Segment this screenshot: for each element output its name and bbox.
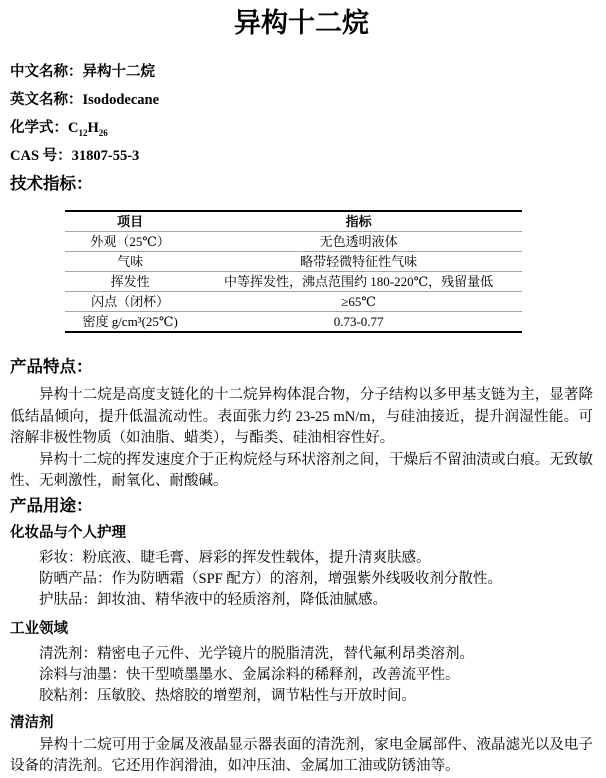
specs-table xyxy=(65,210,522,333)
field-label: CAS 号： xyxy=(10,148,72,164)
field-label: 化学式： xyxy=(10,120,68,136)
table-cell-spec: 中等挥发性，沸点范围约 180-220℃，残留量低 xyxy=(195,272,522,292)
table-cell-item: 外观（25℃） xyxy=(65,232,195,252)
field-value: 31807-55-3 xyxy=(71,148,140,164)
formula-subscript: 12 xyxy=(78,127,88,138)
field-list xyxy=(10,58,593,170)
table-cell-item: 密度 g/cm³(25℃) xyxy=(65,312,195,333)
features-paragraph: 异构十二烷是高度支链化的十二烷异构体混合物，分子结构以多甲基支链为主，显著降低结晶倾向，提升低温流动性。表面张力约 23-25 mN/m，与硅油接近，提升润湿性能。可溶解非极性物质（如油脂、蜡类），与酯类、硅油相容性好。 xyxy=(10,387,593,446)
table-row-odor xyxy=(65,252,522,272)
field-label: 中文名称： xyxy=(10,64,83,80)
table-cell-spec: 略带轻微特征性气味 xyxy=(195,252,522,272)
field-value: Isododecane xyxy=(82,92,160,108)
page-title: 异构十二烷 xyxy=(234,8,369,38)
table-header-spec: 指标 xyxy=(345,213,372,229)
table-cell-spec: 无色透明液体 xyxy=(195,232,522,252)
table-cell-item: 气味 xyxy=(65,252,195,272)
use-item-sunscreen: 防晒产品：作为防晒霜（SPF 配方）的溶剂，增强紫外线吸收剂分散性。 xyxy=(39,570,502,587)
field-label: 英文名称： xyxy=(10,92,83,108)
field-chemical-formula xyxy=(10,114,593,142)
features-heading: 产品特点： xyxy=(10,358,93,376)
field-chinese-name xyxy=(10,58,593,86)
formula-subscript: 26 xyxy=(98,127,108,138)
uses-heading: 产品用途： xyxy=(10,496,93,515)
cleaner-paragraph: 异构十二烷可用于金属及液晶显示器表面的清洗剂，家电金属部件、液晶滤光以及电子设备的清洗剂。它还用作润滑油，如冲压油、金属加工油或防锈油等。 xyxy=(10,736,593,774)
table-cell-spec: ≥65℃ xyxy=(195,292,522,312)
subheading-cosmetics: 化妆品与个人护理 xyxy=(10,524,126,541)
use-item-adhesive: 胶粘剂：压敏胶、热熔胶的增塑剂，调节粘性与开放时间。 xyxy=(39,687,416,704)
tech-specs-heading: 技术指标： xyxy=(10,175,93,193)
industry-list xyxy=(10,644,593,707)
table-header-item: 项目 xyxy=(117,213,144,229)
use-item-makeup: 彩妆：粉底液、睫毛膏、唇彩的挥发性载体，提升清爽肤感。 xyxy=(39,549,431,566)
use-item-cleaning-agent: 清洗剂：精密电子元件、光学镜片的脱脂清洗，替代氟利昂类溶剂。 xyxy=(39,645,474,662)
table-row-volatility xyxy=(65,272,522,292)
field-english-name xyxy=(10,86,593,114)
features-paragraph: 异构十二烷的挥发速度介于正构烷烃与环状溶剂之间，干燥后不留油渍或白痕。无致敏性、无刺激性，耐氧化、耐酸碱。 xyxy=(10,451,593,489)
table-row-appearance xyxy=(65,232,522,252)
cosmetics-list xyxy=(10,548,593,611)
table-row-flashpoint xyxy=(65,292,522,312)
subheading-cleaner: 清洁剂 xyxy=(10,714,54,731)
use-item-coatings-ink: 涂料与油墨：快干型喷墨墨水、金属涂料的稀释剂，改善流平性。 xyxy=(39,666,460,683)
table-header-row xyxy=(65,211,522,232)
table-row-density xyxy=(65,312,522,333)
field-value: 异构十二烷 xyxy=(82,64,155,80)
field-cas-number xyxy=(10,142,593,170)
subheading-industry: 工业领域 xyxy=(10,620,68,637)
table-cell-item: 挥发性 xyxy=(65,272,195,292)
table-cell-spec: 0.73-0.77 xyxy=(195,312,522,333)
chemical-formula xyxy=(68,120,108,136)
formula-element: C xyxy=(68,120,79,136)
formula-element: H xyxy=(87,120,99,136)
table-cell-item: 闪点（闭杯） xyxy=(65,292,195,312)
use-item-skincare: 护肤品：卸妆油、精华液中的轻质溶剂，降低油腻感。 xyxy=(39,591,387,608)
